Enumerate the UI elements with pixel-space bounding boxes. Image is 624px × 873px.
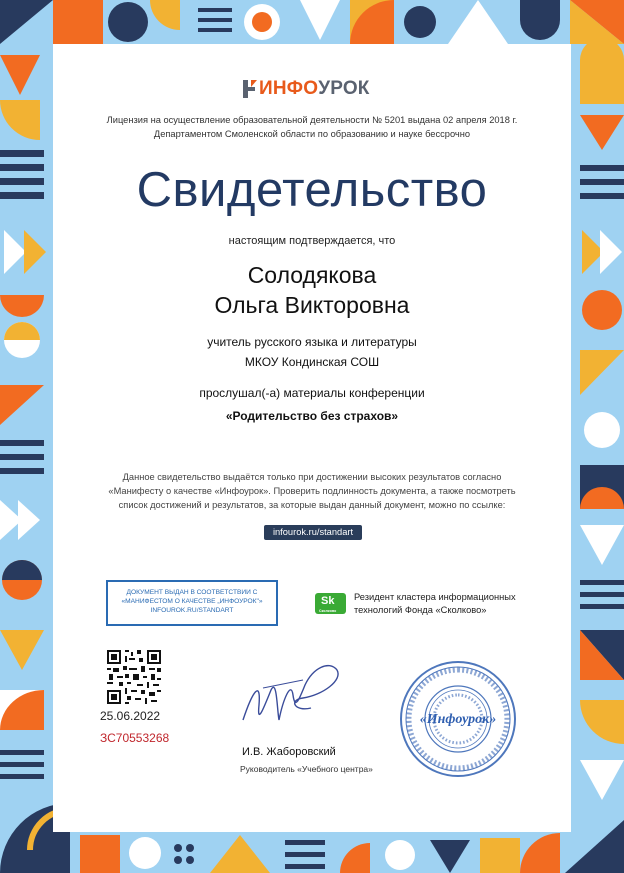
recipient-role: учитель русского языка и литературы: [207, 335, 417, 349]
recipient-school: МКОУ Кондинская СОШ: [244, 355, 380, 369]
recipient-name: [53, 260, 571, 320]
conference-title: «Родительство без страхов»: [225, 409, 399, 423]
recipient-first-names: Ольга Викторовна: [214, 292, 410, 318]
intro-text: настоящим подтверждается, что: [228, 235, 396, 247]
skolkovo-logo-letters: Sk: [321, 595, 335, 607]
issue-date: 25.06.2022: [100, 709, 161, 723]
license-text: Лицензия на осуществление образовательной деятельности № 5201 выдана 02 апреля 2018 г. Департаментом Смоленской области по образованию и науке бессрочно: [106, 115, 518, 139]
manifest-line-2: «МАНИФЕСТОМ О КАЧЕСТВЕ „ИНФОУРОК"»: [121, 598, 263, 605]
skolkovo-logo-sub: Сколково: [319, 609, 337, 613]
manifest-line-1: ДОКУМЕНТ ВЫДАН В СООТВЕТСТВИИ С: [126, 589, 258, 596]
standart-link[interactable]: infourok.ru/standart: [264, 525, 362, 540]
certificate-card: [53, 44, 571, 832]
skolkovo-logo: [315, 593, 346, 614]
seal-icon: [398, 659, 518, 779]
manifest-line-3: INFOUROK.RU/STANDART: [150, 607, 234, 614]
listened-text: прослушал(-а) материалы конференции: [199, 386, 425, 400]
authenticity-note: Данное свидетельство выдаётся только при достижении высоких результатов согласно «Манифесту о качестве «Инфоурок». Проверить подлинность документа, а также посмотреть список достижений и результатов, за которые выдан данный документ, можно по ссылке:: [108, 472, 516, 510]
skolkovo-line-1: Резидент кластера информационных: [354, 592, 516, 602]
certificate-title: Свидетельство: [136, 163, 488, 217]
skolkovo-line-2: технологий Фонда «Сколково»: [354, 605, 487, 615]
signer-role: Руководитель «Учебного центра»: [240, 764, 373, 774]
recipient-position: [53, 332, 571, 372]
certificate-code: ЗС70553268: [100, 731, 170, 745]
skolkovo-text: [354, 591, 516, 617]
qr-code-icon: [107, 650, 161, 704]
signer-name: И.В. Жаборовский: [242, 746, 336, 758]
infourok-logo: [243, 78, 383, 100]
logo-text: ИНФОУРОК: [259, 78, 370, 99]
manifest-stamp-box: [106, 580, 278, 626]
recipient-last-name: Солодякова: [247, 262, 377, 288]
signature-icon: [233, 650, 343, 740]
official-seal: [398, 659, 518, 779]
seal-center-text: «Инфоурок»: [419, 712, 497, 727]
